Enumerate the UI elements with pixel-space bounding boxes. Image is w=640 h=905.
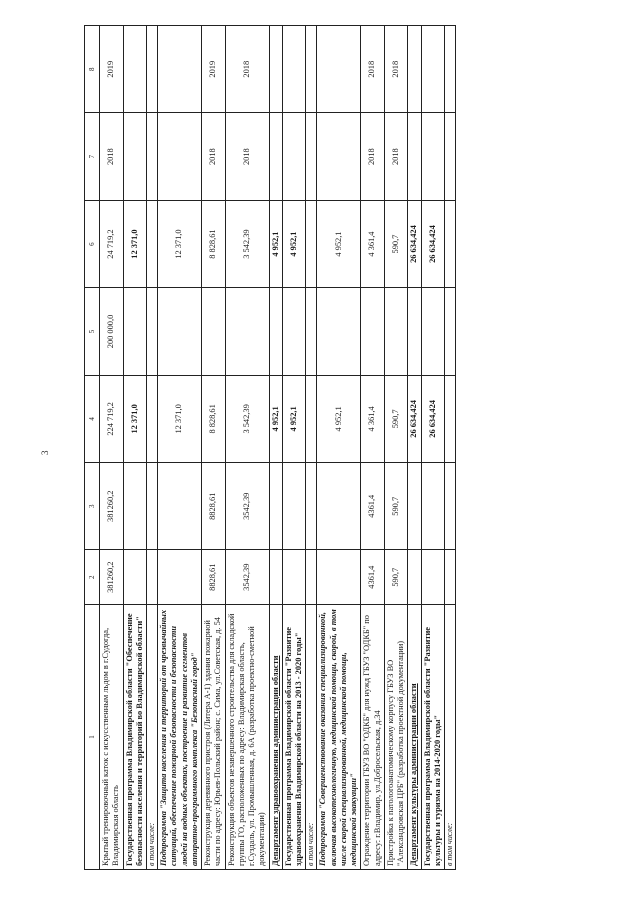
row-value-cell-4: 590,7 — [384, 375, 408, 462]
row-value-cell-5: 200 000,0 — [100, 288, 124, 375]
row-description-cell: Крытый тренировочный каток с искусственным льдом в г.Судогда, Владимирская область — [100, 604, 124, 869]
budget-table — [84, 25, 456, 870]
row-value-cell-8: 2019 — [100, 26, 124, 113]
column-number-4: 4 — [85, 375, 100, 462]
row-value-cell-6 — [147, 200, 158, 287]
row-value-cell-6 — [306, 200, 317, 287]
row-description-cell: в том числе: — [147, 604, 158, 869]
row-value-cell-5 — [445, 288, 456, 375]
row-value-cell-4: 26 634,424 — [408, 375, 421, 462]
row-description-cell: Пристройка к патологоанатомическому корпусу ГБУЗ ВО "Александровская ЦРБ" (разработка проектной документации) — [384, 604, 408, 869]
row-value-cell-4: 26 634,424 — [421, 375, 445, 462]
table-row — [408, 26, 421, 870]
table-row — [147, 26, 158, 870]
row-value-cell-8 — [123, 26, 147, 113]
row-value-cell-7 — [408, 113, 421, 200]
row-value-cell-8 — [445, 26, 456, 113]
row-value-cell-3 — [421, 463, 445, 550]
row-value-cell-5 — [147, 288, 158, 375]
row-value-cell-2 — [269, 550, 282, 604]
row-value-cell-4: 12 371,0 — [158, 375, 202, 462]
row-value-cell-4: 4 952,1 — [317, 375, 361, 462]
row-value-cell-8: 2018 — [384, 26, 408, 113]
row-value-cell-3: 4361,4 — [361, 463, 385, 550]
row-value-cell-2 — [147, 550, 158, 604]
row-value-cell-7: 2018 — [361, 113, 385, 200]
row-value-cell-8 — [408, 26, 421, 113]
table-row — [361, 26, 385, 870]
row-value-cell-5 — [202, 288, 226, 375]
row-description-cell: Государственная программа Владимирской области "Обеспечение безопасности населения и территорий во Владимирской области" — [123, 604, 147, 869]
row-value-cell-7: 2018 — [100, 113, 124, 200]
row-description-cell: в том числе: — [306, 604, 317, 869]
table-row — [445, 26, 456, 870]
row-value-cell-2 — [421, 550, 445, 604]
table-row — [123, 26, 147, 870]
row-value-cell-6: 4 952,1 — [282, 200, 306, 287]
row-value-cell-8 — [282, 26, 306, 113]
row-value-cell-3 — [147, 463, 158, 550]
row-description-cell: в том числе: — [445, 604, 456, 869]
row-value-cell-5 — [269, 288, 282, 375]
row-value-cell-6: 4 361,4 — [361, 200, 385, 287]
column-number-2: 2 — [85, 550, 100, 604]
row-value-cell-7 — [147, 113, 158, 200]
row-value-cell-3 — [317, 463, 361, 550]
row-value-cell-7 — [158, 113, 202, 200]
row-description-cell: Государственная программа Владимирской области "Развитие здравоохранения Владимирской области на 2013 - 2020 годы" — [282, 604, 306, 869]
row-value-cell-6: 26 634,424 — [408, 200, 421, 287]
row-value-cell-5 — [123, 288, 147, 375]
row-value-cell-8: 2019 — [202, 26, 226, 113]
row-value-cell-8: 2018 — [225, 26, 269, 113]
row-value-cell-6: 8 828,61 — [202, 200, 226, 287]
column-number-5: 5 — [85, 288, 100, 375]
row-value-cell-3 — [408, 463, 421, 550]
row-value-cell-5 — [384, 288, 408, 375]
row-value-cell-3 — [282, 463, 306, 550]
table-body — [100, 26, 456, 870]
row-value-cell-4 — [147, 375, 158, 462]
column-number-7: 7 — [85, 113, 100, 200]
table-row — [100, 26, 124, 870]
row-value-cell-7: 2018 — [225, 113, 269, 200]
row-description-cell: Подпрограмма "Совершенствование оказания специализированной, включая высокотехнологичную, медицинской помощи, скорой, в том числе скорой специализированной, медицинской помощи, медицинской эвакуации" — [317, 604, 361, 869]
row-value-cell-5 — [317, 288, 361, 375]
row-value-cell-5 — [421, 288, 445, 375]
table-row — [317, 26, 361, 870]
row-value-cell-7 — [317, 113, 361, 200]
row-value-cell-3 — [269, 463, 282, 550]
row-value-cell-8 — [306, 26, 317, 113]
row-value-cell-8 — [158, 26, 202, 113]
row-value-cell-5 — [408, 288, 421, 375]
row-description-cell: Реконструкция объектов незавершенного строительства для складской группы ГО, расположенных по адресу: Владимирская область, г.Суздаль, ул. Промышленная, д. 6А (разработка проектно-сметной документации) — [225, 604, 269, 869]
row-value-cell-5 — [158, 288, 202, 375]
row-value-cell-7: 2018 — [202, 113, 226, 200]
row-value-cell-2 — [158, 550, 202, 604]
page-number: 3 — [40, 450, 50, 455]
row-value-cell-6: 24 719,2 — [100, 200, 124, 287]
column-number-1: 1 — [85, 604, 100, 869]
row-value-cell-2: 3542,39 — [225, 550, 269, 604]
row-value-cell-4: 4 952,1 — [282, 375, 306, 462]
row-value-cell-2 — [445, 550, 456, 604]
row-value-cell-3 — [158, 463, 202, 550]
row-value-cell-2: 8828,61 — [202, 550, 226, 604]
row-value-cell-6: 12 371,0 — [158, 200, 202, 287]
table-row — [306, 26, 317, 870]
row-value-cell-4 — [445, 375, 456, 462]
table-row — [202, 26, 226, 870]
row-value-cell-7 — [269, 113, 282, 200]
row-value-cell-4 — [306, 375, 317, 462]
row-description-cell: Государственная программа Владимирской области "Развитие культуры и туризма на 2014-2020 годы" — [421, 604, 445, 869]
row-value-cell-3: 590,7 — [384, 463, 408, 550]
row-value-cell-2: 381260,2 — [100, 550, 124, 604]
row-description-cell: Ограждение территории ГБУЗ ВО "ОДКБ" для нужд ГБУЗ "ОДКБ" по адресу: г.Владимир, ул.Добросельская, д.34 — [361, 604, 385, 869]
row-value-cell-8 — [421, 26, 445, 113]
row-value-cell-8 — [269, 26, 282, 113]
row-value-cell-6: 4 952,1 — [269, 200, 282, 287]
table-row — [421, 26, 445, 870]
row-value-cell-7: 2018 — [384, 113, 408, 200]
row-value-cell-5 — [225, 288, 269, 375]
row-value-cell-2: 4361,4 — [361, 550, 385, 604]
row-value-cell-3: 3542,39 — [225, 463, 269, 550]
table-row — [269, 26, 282, 870]
row-value-cell-4: 4 952,1 — [269, 375, 282, 462]
row-value-cell-2: 590,7 — [384, 550, 408, 604]
row-value-cell-7 — [306, 113, 317, 200]
row-value-cell-7 — [445, 113, 456, 200]
row-value-cell-4: 8 828,61 — [202, 375, 226, 462]
row-value-cell-4: 12 371,0 — [123, 375, 147, 462]
column-number-row — [85, 26, 100, 870]
row-value-cell-2 — [317, 550, 361, 604]
row-value-cell-7 — [282, 113, 306, 200]
row-value-cell-3: 381260,2 — [100, 463, 124, 550]
row-value-cell-2 — [123, 550, 147, 604]
row-value-cell-6: 4 952,1 — [317, 200, 361, 287]
row-description-cell: Подпрограмма "Защита населения и территорий от чрезвычайных ситуаций, обеспечение пожарной безопасности и безопасности людей на водных объектах, построение и развитие сегментов аппаратно-программного комплекса "Безопасный город" — [158, 604, 202, 869]
row-value-cell-6: 590,7 — [384, 200, 408, 287]
row-value-cell-5 — [306, 288, 317, 375]
row-value-cell-4: 3 542,39 — [225, 375, 269, 462]
column-number-6: 6 — [85, 200, 100, 287]
row-value-cell-3 — [306, 463, 317, 550]
row-value-cell-6 — [445, 200, 456, 287]
row-value-cell-6: 26 634,424 — [421, 200, 445, 287]
row-value-cell-3: 8828,61 — [202, 463, 226, 550]
row-value-cell-2 — [306, 550, 317, 604]
row-value-cell-4: 224 719,2 — [100, 375, 124, 462]
row-description-cell: Департамент здравоохранения администрации области — [269, 604, 282, 869]
table-row — [384, 26, 408, 870]
column-number-8: 8 — [85, 26, 100, 113]
row-value-cell-6: 3 542,39 — [225, 200, 269, 287]
rotated-table-container — [84, 25, 604, 870]
row-value-cell-8 — [147, 26, 158, 113]
column-number-3: 3 — [85, 463, 100, 550]
row-value-cell-3 — [445, 463, 456, 550]
row-value-cell-7 — [421, 113, 445, 200]
row-value-cell-3 — [123, 463, 147, 550]
table-row — [225, 26, 269, 870]
row-value-cell-5 — [361, 288, 385, 375]
row-value-cell-7 — [123, 113, 147, 200]
row-value-cell-6: 12 371,0 — [123, 200, 147, 287]
row-description-cell: Департамент культуры администрации области — [408, 604, 421, 869]
row-description-cell: Реконструкция деревянного пристроя (Литера А-1) здания пожарной части по адресу: Юрьев-Польский район; с. Сима, ул.Советская, д. 54 — [202, 604, 226, 869]
row-value-cell-8 — [317, 26, 361, 113]
row-value-cell-5 — [282, 288, 306, 375]
row-value-cell-4: 4 361,4 — [361, 375, 385, 462]
row-value-cell-2 — [282, 550, 306, 604]
table-row — [282, 26, 306, 870]
table-row — [158, 26, 202, 870]
row-value-cell-2 — [408, 550, 421, 604]
row-value-cell-8: 2018 — [361, 26, 385, 113]
